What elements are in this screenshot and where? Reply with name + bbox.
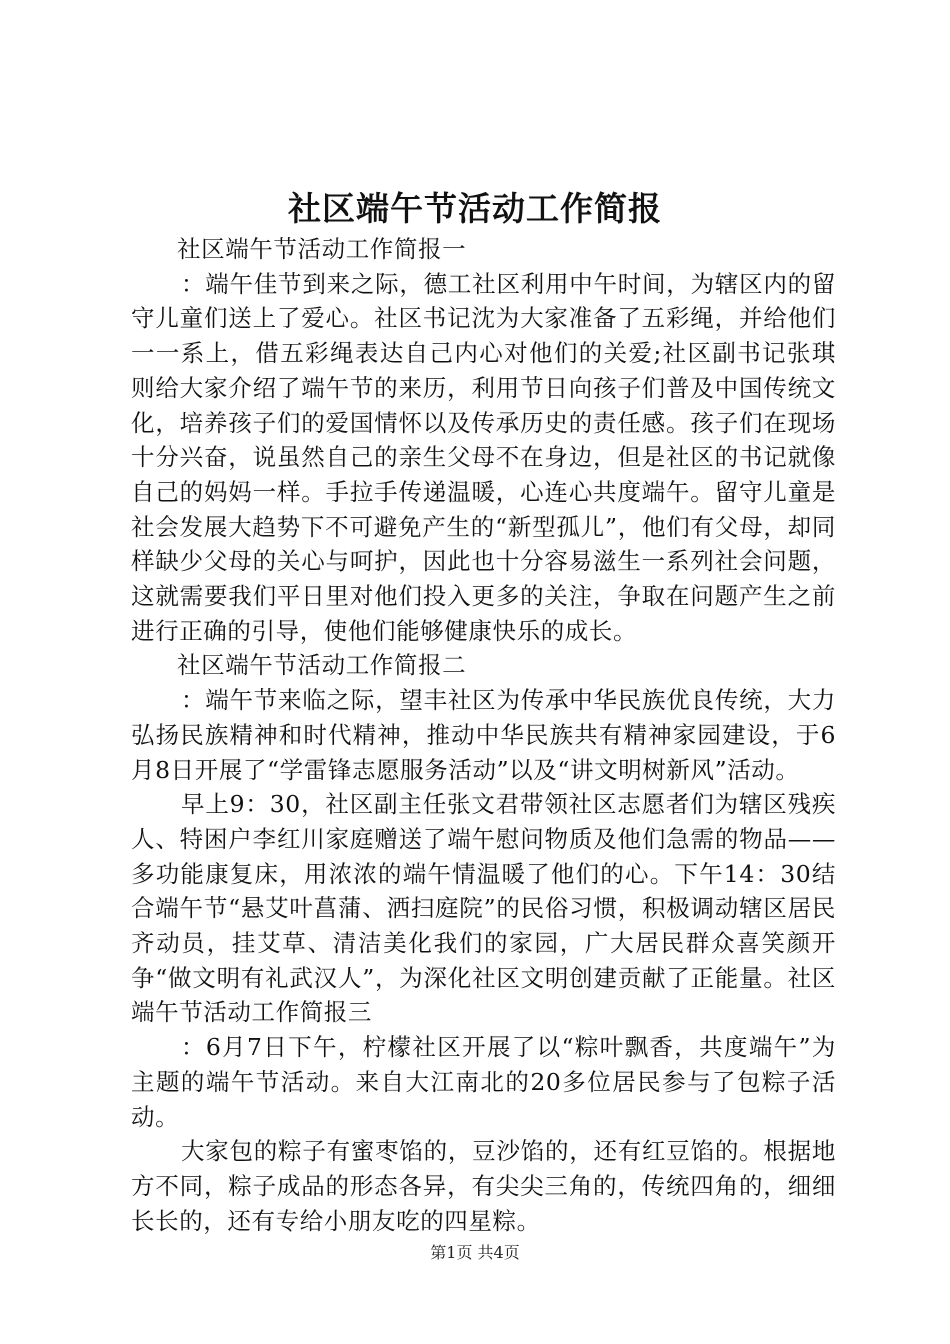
- document-title: 社区端午节活动工作简报: [288, 189, 662, 228]
- body-paragraph-4: ：6月7日下午，柠檬社区开展了以“粽叶飘香，共度端午”为主题的端午节活动。来自大江南北的20多位居民参与了包粽子活动。: [131, 1033, 836, 1131]
- body-paragraph-2: ：端午节来临之际，望丰社区为传承中华民族优良传统，大力弘扬民族精神和时代精神，推动中华民族共有精神家园建设，于6月8日开展了“学雷锋志愿服务活动”以及“讲文明树新风”活动。: [131, 686, 836, 784]
- body-paragraph-5: 大家包的粽子有蜜枣馅的，豆沙馅的，还有红豆馅的。根据地方不同，粽子成品的形态各异，有尖尖三角的，传统四角的，细细长长的，还有专给小朋友吃的四星粽。: [131, 1137, 836, 1235]
- section-heading-1: 社区端午节活动工作简报一: [177, 235, 467, 263]
- page-footer: 第1页 共4页: [430, 1243, 520, 1262]
- section-heading-2: 社区端午节活动工作简报二: [177, 651, 467, 680]
- body-paragraph-1: ：端午佳节到来之际，德工社区利用中午时间，为辖区内的留守儿童们送上了爱心。社区书记沈为大家准备了五彩绳，并给他们一一系上，借五彩绳表达自己内心对他们的关爱;社区副书记张琪则给大家介绍了端午节的来历，利用节日向孩子们普及中国传统文化，培养孩子们的爱国情怀以及传承历史的责任感。孩子们在现场十分兴奋，说虽然自己的亲生父母不在身边，但是社区的书记就像自己的妈妈一样。手拉手传递温暖，心连心共度端午。留守儿童是社会发展大趋势下不可避免产生的“新型孤儿”，他们有父母，却同样缺少父母的关心与呵护，因此也十分容易滋生一系列社会问题，这就需要我们平日里对他们投入更多的关注，争取在问题产生之前进行正确的引导，使他们能够健康快乐的成长。: [131, 269, 836, 645]
- body-paragraph-3: 早上9：30，社区副主任张文君带领社区志愿者们为辖区残疾人、特困户李红川家庭赠送了端午慰问物质及他们急需的物品——多功能康复床，用浓浓的端午情温暖了他们的心。下午14：30结合端午节“悬艾叶菖蒲、洒扫庭院”的民俗习惯，积极调动辖区居民齐动员，挂艾草、清洁美化我们的家园，广大居民群众喜笑颜开争“做文明有礼武汉人”，为深化社区文明创建贡献了正能量。社区端午节活动工作简报三: [131, 790, 836, 1027]
- document-body: [131, 232, 836, 1238]
